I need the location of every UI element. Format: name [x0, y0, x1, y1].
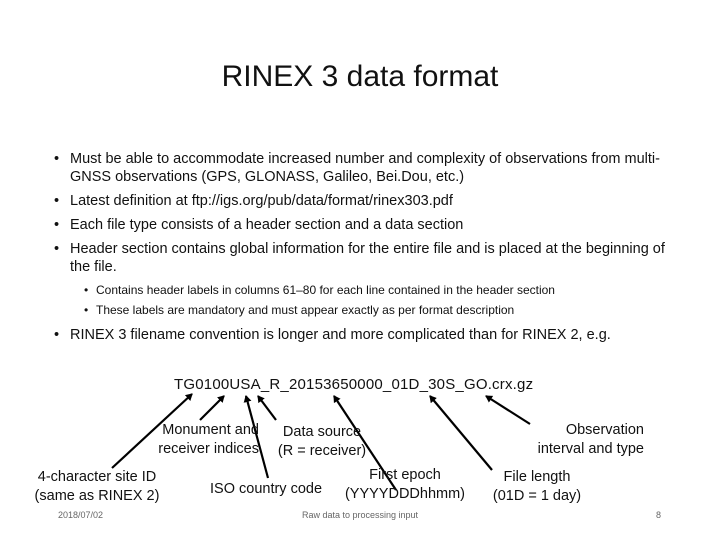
bullet-dot: • [84, 283, 89, 297]
bullet-dot: • [54, 241, 60, 257]
label-data-source: Data source (R = receiver) [277, 424, 367, 459]
footer-date: 2018/07/02 [58, 510, 104, 520]
example-filename: TG0100USA_R_20153650000_01D_30S_GO.crx.gz [174, 376, 534, 393]
bullet-text: Each file type consists of a header section and a data section [70, 217, 464, 233]
bullet-dot: • [54, 327, 60, 343]
bullet-text: RINEX 3 filename convention is longer and more complicated than for RINEX 2, e.g. [70, 327, 611, 343]
label-monument: Monument and receiver indices [158, 422, 259, 457]
bullet-dot: • [54, 151, 60, 167]
label-first-epoch: First epoch (YYYYDDDhhmm) [344, 467, 466, 502]
bullet-text: Latest definition at ftp://igs.org/pub/data/format/rinex303.pdf [70, 193, 453, 209]
label-file-length: File length (01D = 1 day) [492, 469, 582, 504]
slide-title: RINEX 3 data format [221, 60, 499, 93]
footer-title: Raw data to processing input [301, 510, 419, 520]
page-number: 8 [656, 510, 662, 520]
bullet-dot: • [54, 217, 60, 233]
label-iso-country-code: ISO country code [210, 481, 323, 497]
bullet-dot: • [84, 303, 89, 317]
sub-bullet-text: These labels are mandatory and must appear exactly as per format description [96, 303, 515, 317]
arrow-monument [200, 396, 224, 420]
label-site-id: 4-character site ID (same as RINEX 2) [34, 469, 160, 504]
label-observation: Observation interval and type [537, 422, 644, 457]
bullet-dot: • [54, 193, 60, 209]
arrow-file-length [430, 396, 492, 470]
bullet-text: Must be able to accommodate increased number and complexity of observations from multi-GNSS observations (GPS, GLONASS, Galileo, Bei.Dou, etc.) [70, 151, 660, 185]
bullet-text: Header section contains global information for the entire file and is placed at the beginning of the file. [70, 241, 665, 275]
arrow-observation [486, 396, 530, 424]
arrow-data-source [258, 396, 276, 420]
sub-bullet-text: Contains header labels in columns 61–80 for each line contained in the header section [96, 283, 555, 297]
